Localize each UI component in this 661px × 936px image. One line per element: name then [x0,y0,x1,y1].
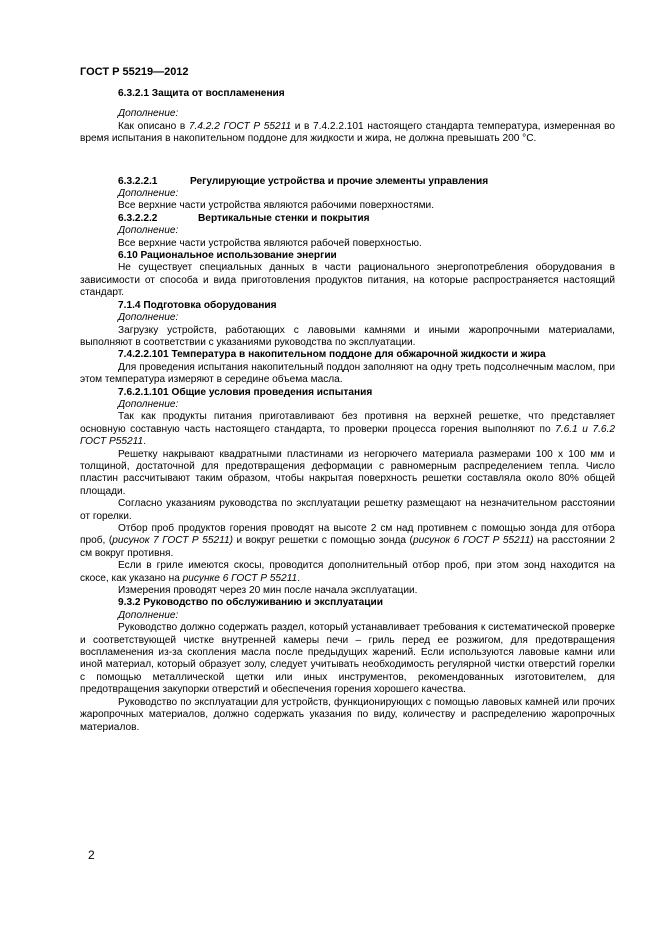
paragraph: Согласно указаниям руководства по эксплуатации решетку размещают на незначительном расстоянии от горелки. [80,498,615,522]
standard-reference: рисунке 6 ГОСТ Р 55211 [182,572,298,584]
section-text: Все верхние части устройства являются рабочей поверхностью. [118,237,422,249]
paragraph: Измерения проводят через 20 мин после начала эксплуатации. [118,585,418,597]
paragraph: Так как продукты питания приготавливают без противня на верхней решетке, что представляет основную составную часть настоящего стандарта, то проверки процесса горения выполняют по 7.6.1 и 7.6.2 ГОСТ Р55211. [80,411,616,448]
section-title: Регулирующие устройства и прочие элементы управления [190,175,489,187]
section-text: Все верхние части устройства являются рабочими поверхностями. [118,200,435,212]
paragraph: Отбор проб продуктов горения проводят на высоте 2 см над противнем с помощью зонда для отбора проб, (рисунок 7 ГОСТ Р 55211) и вокруг решетки с помощью зонда (рисунок 6 ГОСТ Р 55211) на расстоянии 2 см вокруг противня. [80,523,616,559]
supplement-label: Дополнение: [118,188,179,200]
section-7-1-4-text: Загрузку устройств, работающих с лавовыми камнями и иными жаропрочными материалами, выполняют в соответствии с указаниями руководства по эксплуатации. [80,324,615,348]
standard-reference: 7.6.1 и 7.6.2 ГОСТ Р55211 [80,423,616,448]
paragraph: Руководство по эксплуатации для устройств, функционирующих с помощью лавовых камней или прочих жаропрочных материалов, должно содержать указания по виду, количеству и распределению жаропрочных материалов. [80,696,615,733]
section-number: 6.3.2.2.2 [118,212,158,224]
section-7-4-2-2-101-title: 7.4.2.2.101 Температура в накопительном поддоне для обжарочной жидкости и жира [118,349,546,361]
section-6-3-2-1-text: Как описано в 7.4.2.2 ГОСТ Р 55211 и в 7.4.2.2.101 настоящего стандарта температура, измеренная во время испытания в накопительном поддоне для жидкости и жира, не должна превышать 200 °С. [80,120,615,145]
page-number: 2 [88,848,95,862]
section-6-10-title: 6.10 Рациональное использование энергии [118,250,337,262]
section-7-1-4-title: 7.1.4 Подготовка оборудования [118,299,277,311]
standard-reference: 7.4.2.2 ГОСТ Р 55211 [188,120,292,132]
document-body [80,88,615,734]
section-6-3-2-1-title: 6.3.2.1 Защита от воспламенения [118,88,285,99]
section-6-10-text: Не существует специальных данных в части рационального энергопотребления оборудования в зависимости от способа и вида приготовления продуктов питания, на которые распространяется настоящий стандарт. [80,262,615,299]
section-6-3-2-2-1-heading [80,176,615,188]
paragraph: Решетку накрывают квадратными пластинами из негорючего материала размерами 100 х 100 мм и толщиной, достаточной для предотвращения деформации с равномерным распределением тепла. Число пластин рассчитывают таким образом, чтобы накрытая поверхность решетки составляла около 80% общей площади. [80,448,615,497]
supplement-label: Дополнение: [118,609,179,621]
supplement-label: Дополнение: [118,398,179,410]
section-6-3-2-2-2-heading [80,213,615,225]
supplement-label: Дополнение: [118,225,179,237]
paragraph: Если в гриле имеются скосы, проводится дополнительный отбор проб, при этом зонд находится на скосе, как указано на рисунке 6 ГОСТ Р 55211. [80,560,615,584]
supplement-label: Дополнение: [118,312,179,324]
supplement-label: Дополнение: [118,108,179,120]
section-number: 6.3.2.2.1 [118,175,158,187]
section-7-4-2-2-101-text: Для проведения испытания накопительный поддон заполняют на одну треть подсолнечным маслом, при этом температура измеряют в середине объема масла. [80,361,615,386]
section-title: Вертикальные стенки и покрытия [198,212,370,224]
standard-reference: рисунок 7 ГОСТ Р 55211) [112,535,233,547]
standard-reference: рисунок 6 ГОСТ Р 55211) [412,535,534,547]
section-7-6-2-1-101-title: 7.6.2.1.101 Общие условия проведения испытания [118,386,373,398]
running-header: ГОСТ Р 55219—2012 [80,66,189,78]
paragraph: Руководство должно содержать раздел, который устанавливает требования к систематической проверке и соответствующей чистке внутренней камеры печи – гриль перед ее розжигом, для предотвращения воспламенения из-за скопления масла после предыдущих жарений. Если используются лавовые камни или иной материал, который образует золу, следует учитывать необходимость регулярной чистки отверстий горелки с помощью металлической щетки или иных инструментов, рекомендованных изготовителем, для предотвращения закупорки отверстий и обеспечения горения хорошего качества. [80,622,615,696]
section-9-3-2-title: 9.3.2 Руководство по обслуживанию и эксплуатации [118,597,383,609]
